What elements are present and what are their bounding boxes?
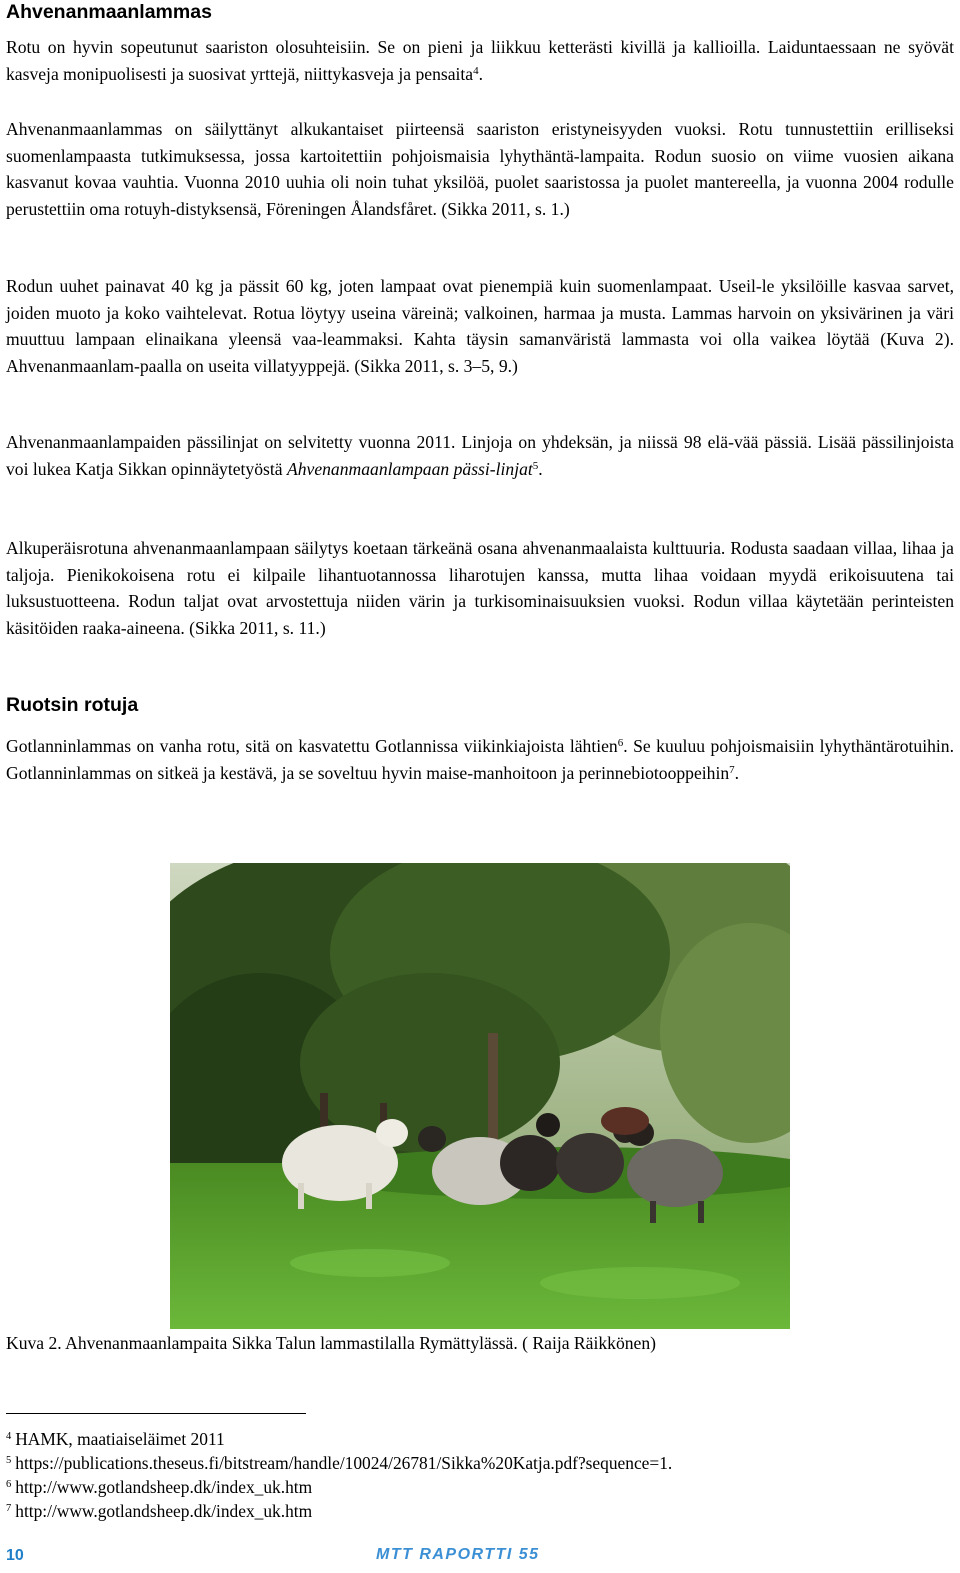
paragraph-5: Alkuperäisrotuna ahvenanmaanlampaan säilytys koetaan tärkeänä osana ahvenanmaalaista kulttuuria. Rodusta saadaan villaa, lihaa ja taljoja. Pienikokoisena rotu ei kilpaile lihantuotannossa liharotujen kanssa, mutta lihaa voidaan myydä erikoisuutena tai luksustuotteena. Rodun taljat ovat arvostettuja niiden värin ja turkisominaisuuksien vuoksi. Rodun villaa käytetään perinteisten käsitöiden raaka-aineena. (Sikka 2011, s. 11.) — [6, 538, 954, 639]
footnote-7[interactable] — [6, 1499, 312, 1523]
footnote-number: 7 — [6, 1503, 12, 1514]
paragraph-2: Ahvenanmaanlammas on säilyttänyt alkukantaiset piirteensä saariston eristyneisyyden vuoksi. Rotu tunnustettiin erilliseksi suomenlampaasta tutkimuksessa, jossa kartoitettiin pohjoismaisia lyhythäntä-lampaita. Rodun suosio on viime vuosien aikana kasvanut kovaa vauhtia. Vuonna 2010 uuhia oli noin tuhat yksilöä, puolet saaristossa ja puolet mantereella, ja vuonna 2004 rodulle perustettiin oma rotuyh-distyksensä, Föreningen Ålandsfåret. (Sikka 2011, s. 1.) — [6, 119, 954, 220]
footnote-number: 4 — [6, 1431, 12, 1442]
paragraph-4 — [6, 429, 954, 482]
footnote-6[interactable] — [6, 1475, 312, 1499]
footnote-number: 5 — [6, 1455, 12, 1466]
paragraph-6-text: Gotlanninlammas on vanha rotu, sitä on kasvatettu Gotlannissa viikinkiajoista lähtien — [6, 736, 618, 756]
sheep-photo-illustration — [170, 863, 790, 1329]
footnote-separator — [6, 1413, 306, 1414]
footnote-ref-4: 4 — [473, 64, 479, 77]
footnote-text: HAMK, maatiaiseläimet 2011 — [15, 1429, 225, 1449]
paragraph-1 — [6, 34, 954, 87]
thesis-title: Ahvenanmaanlampaan pässi-linjat — [286, 458, 533, 479]
section-heading-ahvenanmaanlammas: Ahvenanmaanlammas — [6, 1, 212, 23]
footnote-4 — [6, 1427, 225, 1451]
paragraph-4-end: . — [538, 458, 543, 479]
footnote-link[interactable]: http://www.gotlandsheep.dk/index_uk.htm — [15, 1477, 313, 1497]
footnote-link[interactable]: https://publications.theseus.fi/bitstream/handle/10024/26781/Sikka%20Katja.pdf?sequence=1. — [15, 1453, 673, 1473]
section-heading-ruotsin-rotuja: Ruotsin rotuja — [6, 694, 139, 716]
footnote-5[interactable] — [6, 1451, 672, 1475]
footnote-link[interactable]: http://www.gotlandsheep.dk/index_uk.htm — [15, 1501, 313, 1521]
page-number: 10 — [6, 1547, 24, 1564]
footnote-ref-7: 7 — [729, 763, 735, 776]
paragraph-6-middle: . Se kuuluu pohjoismaisiin lyhythäntärotuihin. Gotlanninlammas on sitkeä ja kestävä, ja se soveltuu hyvin maise-manhoitoon ja perinnebiotooppeihin — [6, 736, 954, 783]
footnote-ref-6: 6 — [617, 737, 624, 749]
paragraph-6-end: . — [734, 762, 740, 783]
footnote-number: 6 — [6, 1479, 12, 1490]
sheep-photo — [170, 863, 790, 1329]
paragraph-4-text: Ahvenanmaanlampaiden pässilinjat on selvitetty vuonna 2011. Linjoja on yhdeksän, ja niissä 98 elä-vää pässiä. Lisää pässilinjoista voi lukea Katja Sikkan opinnäytetyöstä — [6, 432, 954, 479]
paragraph-3: Rodun uuhet painavat 40 kg ja pässit 60 kg, joten lampaat ovat pienempiä kuin suomenlampaat. Useil-le yksilöille kasvaa sarvet, joiden muoto ja koko vaihtelevat. Rotua löytyy useina väreinä; valkoinen, harmaa ja musta. Lammas harvoin on yksivärinen ja väri muuttuu lampaan elinaikana yleensä vaa-leammaksi. Kahta täysin samanväristä lammasta voi olla vaikea löytää (Kuva 2). Ahvenanmaanlam-paalla on useita villatyyppejä. (Sikka 2011, s. 3–5, 9.) — [6, 276, 954, 377]
paragraph-1-end: . — [478, 63, 484, 84]
paragraph-1-text: Rotu on hyvin sopeutunut saariston olosuhteisiin. Se on pieni ja liikkuu ketterästi kivillä ja kallioilla. Laiduntaessaan ne syövät kasveja monipuolisesti ja suosivat yrttejä, niittykasveja ja pensaita — [6, 37, 954, 84]
figure-caption: Kuva 2. Ahvenanmaanlampaita Sikka Talun lammastilalla Rymättylässä. ( Raija Räikkönen) — [6, 1333, 657, 1353]
paragraph-6 — [6, 733, 954, 786]
publication-title: MTT RAPORTTI 55 — [376, 1546, 540, 1563]
footnote-ref-5: 5 — [532, 459, 539, 472]
